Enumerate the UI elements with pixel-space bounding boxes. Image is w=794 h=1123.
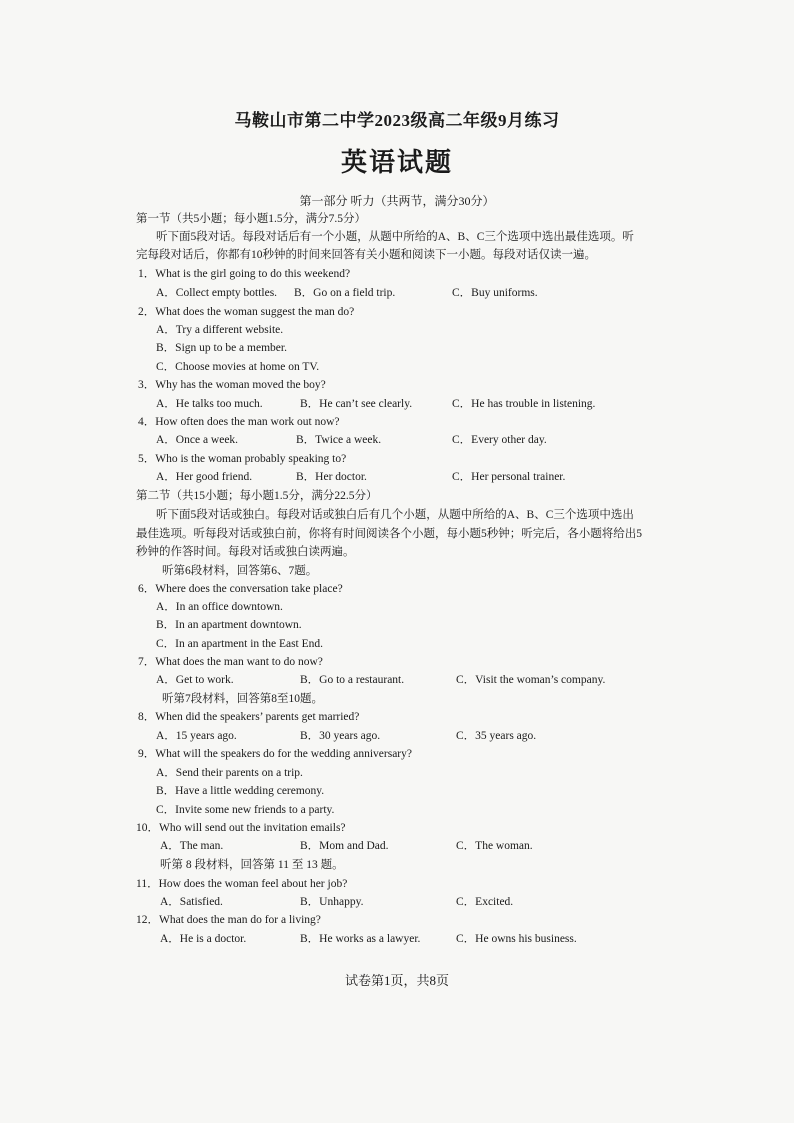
section2-heading: 第二节（共15小题；每小题1.5分，满分22.5分） bbox=[136, 490, 378, 502]
option-c: C．He has trouble in listening. bbox=[452, 398, 596, 410]
question-7: 7．What does the man want to do now? bbox=[138, 656, 323, 668]
question-2: 2．What does the woman suggest the man do? bbox=[138, 306, 355, 318]
option-b: B．30 years ago. bbox=[300, 730, 381, 742]
option-b: B．He can’t see clearly. bbox=[300, 398, 413, 410]
question-8: 8．When did the speakers’ parents get married? bbox=[138, 711, 360, 723]
option-a: A．Send their parents on a trip. bbox=[156, 767, 303, 779]
question-1: 1．What is the girl going to do this weekend? bbox=[138, 268, 351, 280]
question-5: 5．Who is the woman probably speaking to? bbox=[138, 453, 347, 465]
option-b: B．Go to a restaurant. bbox=[300, 674, 405, 686]
option-a: A．The man. bbox=[160, 840, 224, 852]
question-6: 6．Where does the conversation take place? bbox=[138, 583, 343, 595]
material-note-8: 听第 8 段材料，回答第 11 至 13 题。 bbox=[160, 859, 344, 871]
section2-instruction-line3: 秒钟的作答时间。每段对话或独白读两遍。 bbox=[136, 546, 355, 558]
question-3: 3．Why has the woman moved the boy? bbox=[138, 379, 326, 391]
option-b: B．Unhappy. bbox=[300, 896, 364, 908]
option-c: C．Buy uniforms. bbox=[452, 287, 538, 299]
section1-instruction-line2: 完每段对话后，你都有10秒钟的时间来回答有关小题和阅读下一小题。每段对话仅读一遍。 bbox=[136, 249, 596, 261]
subject-title: 英语试题 bbox=[340, 148, 453, 177]
option-b: B．Sign up to be a member. bbox=[156, 342, 287, 354]
part-title: 第一部分 听力（共两节，满分30分） bbox=[299, 194, 495, 208]
question-12: 12．What does the man do for a living? bbox=[136, 914, 321, 926]
option-c: C．The woman. bbox=[456, 840, 533, 852]
option-b: B．He works as a lawyer. bbox=[300, 933, 421, 945]
section2-instruction-line2: 最佳选项。听每段对话或独白前，你将有时间阅读各个小题，每小题5秒钟；听完后，各小题将给出5 bbox=[136, 528, 642, 540]
option-c: C．Every other day. bbox=[452, 434, 547, 446]
exam-title: 马鞍山市第二中学2023级高二年级9月练习 bbox=[234, 111, 560, 130]
option-a: A．Collect empty bottles. bbox=[156, 287, 278, 299]
section1-heading: 第一节（共5小题；每小题1.5分，满分7.5分） bbox=[136, 213, 366, 225]
material-note-6: 听第6段材料，回答第6、7题。 bbox=[162, 565, 318, 577]
page-footer: 试卷第1页，共8页 bbox=[344, 973, 449, 988]
option-c: C．Her personal trainer. bbox=[452, 471, 566, 483]
option-a: A．Get to work. bbox=[156, 674, 234, 686]
option-a: A．Try a different website. bbox=[156, 324, 284, 336]
option-c: C．Visit the woman’s company. bbox=[456, 674, 606, 686]
option-b: B．Go on a field trip. bbox=[294, 287, 396, 299]
option-a: A．In an office downtown. bbox=[156, 601, 283, 613]
option-c: C．He owns his business. bbox=[456, 933, 577, 945]
option-b: B．Twice a week. bbox=[296, 434, 382, 446]
option-b: B．Have a little wedding ceremony. bbox=[156, 785, 325, 797]
material-note-7: 听第7段材料，回答第8至10题。 bbox=[162, 693, 323, 705]
option-c: C．Invite some new friends to a party. bbox=[156, 804, 335, 816]
question-9: 9．What will the speakers do for the wedding anniversary? bbox=[138, 748, 412, 760]
option-b: B．In an apartment downtown. bbox=[156, 619, 302, 631]
option-a: A．He talks too much. bbox=[156, 398, 263, 410]
question-11: 11．How does the woman feel about her job? bbox=[136, 878, 348, 890]
section1-instruction-line1: 听下面5段对话。每段对话后有一个小题，从题中所给的A、B、C三个选项中选出最佳选项。听 bbox=[156, 231, 634, 243]
option-a: A．He is a doctor. bbox=[160, 933, 247, 945]
option-c: C．35 years ago. bbox=[456, 730, 537, 742]
option-c: C．In an apartment in the East End. bbox=[156, 638, 324, 650]
option-c: C．Excited. bbox=[456, 896, 514, 908]
option-b: B．Her doctor. bbox=[296, 471, 367, 483]
option-a: A．Once a week. bbox=[156, 434, 239, 446]
option-a: A．Satisfied. bbox=[160, 896, 223, 908]
option-c: C．Choose movies at home on TV. bbox=[156, 361, 320, 373]
option-b: B．Mom and Dad. bbox=[300, 840, 389, 852]
section2-instruction-line1: 听下面5段对话或独白。每段对话或独白后有几个小题，从题中所给的A、B、C三个选项中选出 bbox=[156, 509, 634, 521]
question-4: 4．How often does the man work out now? bbox=[138, 416, 340, 428]
option-a: A．15 years ago. bbox=[156, 730, 237, 742]
question-10: 10．Who will send out the invitation emails? bbox=[136, 822, 346, 834]
option-a: A．Her good friend. bbox=[156, 471, 253, 483]
